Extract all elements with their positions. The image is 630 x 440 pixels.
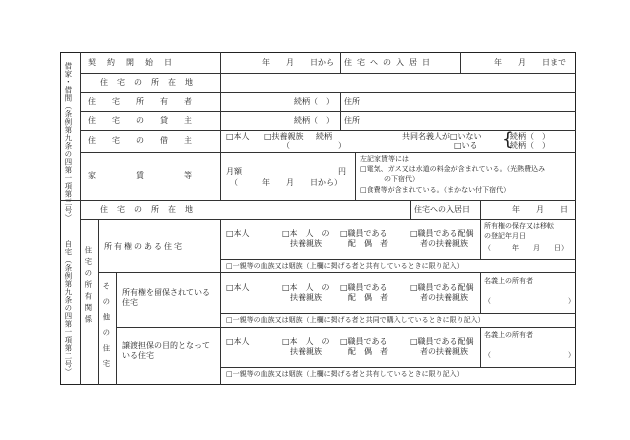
home-address-label: 住宅の所在地 [100, 205, 202, 214]
co-owner-yes-checkbox[interactable]: □いる [454, 141, 478, 150]
utilities-note: の下宿代） [384, 175, 419, 183]
cell-line [410, 200, 411, 219]
owned-spouse-checkbox[interactable]: □職員である [340, 229, 388, 238]
collateral-nominal-owner-label: 名義上の所有者 [484, 331, 533, 339]
row-line [80, 111, 576, 112]
home-move-in-label: 住宅への入居日 [414, 205, 470, 214]
retained-self-checkbox[interactable]: □本人 [226, 283, 250, 292]
contract-start-label: 契約開始日 [88, 58, 183, 67]
cell-line [340, 92, 341, 130]
row-line [80, 152, 576, 153]
co-owner-relation-2[interactable]: 続柄（ ） [510, 141, 550, 150]
retained-spouse-dependent-text: 者の扶養親族 [420, 293, 468, 302]
collateral-dependent-text: 扶養親族 [290, 347, 322, 356]
cell-line [480, 219, 481, 259]
cell-line [460, 52, 461, 73]
co-owner-relation-1[interactable]: 続柄（ ） [510, 132, 550, 141]
collateral-dependent-checkbox[interactable]: □本 人 の [282, 337, 330, 346]
collateral-spouse-dependent-text: 者の扶養親族 [420, 347, 468, 356]
sub-row-line [220, 313, 576, 314]
lessee-relation-label: 続柄 [316, 132, 332, 141]
owned-relative-checkbox[interactable]: □一親等の血族又は姻族（上欄に掲げる者と共有しているときに限り記入） [226, 262, 464, 270]
move-in-label: 住宅への入居日 [344, 58, 435, 67]
monthly-label: 月額 [226, 167, 242, 176]
lessor-relation-field[interactable]: 続柄（ ） [294, 116, 334, 125]
owner-label: 住宅所有者 [88, 97, 208, 106]
registration-note-1: 所有権の保存又は移転 [484, 222, 554, 230]
row-line [80, 219, 576, 220]
ownership-label: 住宅の所有関係 [83, 246, 93, 327]
retained-spouse-checkbox[interactable]: □職員である [340, 283, 388, 292]
owner-address-label: 住所 [344, 97, 360, 106]
lessee-label: 住宅の借主 [88, 136, 208, 145]
collateral-house-label-1: 譲渡担保の目的となって [122, 341, 210, 350]
other-housing-label: その他の住宅 [101, 282, 111, 375]
owned-dependent-checkbox[interactable]: □本 人 の [282, 229, 330, 238]
cell-line [355, 152, 356, 200]
cell-line [480, 200, 481, 219]
collateral-spouse-text: 配 偶 者 [348, 347, 388, 356]
owned-spouse-text: 配 偶 者 [348, 239, 388, 248]
section1-title: 借家・借間（条例第九条の四第一項第三号） [63, 62, 73, 222]
cell-line [340, 52, 341, 73]
rent-date-field[interactable]: （ 年 月 日から） [230, 178, 342, 187]
nominal-owner-label: 名義上の所有者 [484, 277, 533, 285]
lessee-relation-field[interactable]: （ ） [282, 141, 346, 150]
utilities-checkbox[interactable]: □電気、ガス又は水道の料金が含まれている。（光熱費込み [360, 165, 546, 173]
address-label: 住宅の所在地 [100, 78, 202, 87]
collateral-spouse-dependent-checkbox[interactable]: □職員である配偶 [410, 337, 474, 346]
brace-icon: { [502, 129, 514, 150]
registration-note-2: の登記年月日 [484, 232, 526, 240]
cell-line [480, 272, 481, 313]
option-column-line [220, 219, 221, 385]
lessee-dependent-checkbox[interactable]: □扶養親族 [264, 132, 304, 141]
co-owner-none-checkbox[interactable]: 共同名義人が□いない [402, 132, 482, 141]
lessor-address-label: 住所 [344, 116, 360, 125]
meals-checkbox[interactable]: □食費等が含まれている。（まかない付下宿代） [360, 186, 511, 194]
owned-house-label: 所有権のある住宅 [104, 242, 184, 251]
retained-dependent-checkbox[interactable]: □本 人 の [282, 283, 330, 292]
lessor-label: 住宅の貸主 [88, 116, 208, 125]
sub-row-line [220, 259, 576, 260]
section2-title: 自宅（条例第九条の四第一項第二号） [63, 240, 73, 376]
retained-house-label-2: 住宅 [122, 298, 138, 307]
row-line [98, 272, 576, 273]
sub-row-line [220, 367, 576, 368]
ownership-column-line [98, 219, 99, 385]
yen-label: 円 [338, 167, 346, 176]
rent-label: 家賃等 [88, 171, 232, 180]
retained-spouse-text: 配 偶 者 [348, 293, 388, 302]
row-line [116, 327, 576, 328]
row-line [80, 73, 576, 74]
retained-spouse-dependent-checkbox[interactable]: □職員である配偶 [410, 283, 474, 292]
retained-dependent-text: 扶養親族 [290, 293, 322, 302]
owned-spouse-dependent-checkbox[interactable]: □職員である配偶 [410, 229, 474, 238]
registration-date-field[interactable]: （ 年 月 日） [484, 244, 568, 252]
owned-spouse-dependent-text: 者の扶養親族 [420, 239, 468, 248]
owner-relation-field[interactable]: 続柄（ ） [294, 97, 334, 106]
rent-note-heading: 左記家賃等には [360, 155, 409, 163]
collateral-house-label-2: いる住宅 [122, 351, 154, 360]
lessee-self-checkbox[interactable]: □本人 [226, 132, 250, 141]
retained-house-label-1: 所有権を留保されている [122, 288, 210, 297]
other-column-line [116, 272, 117, 385]
contract-start-field[interactable]: 年 月 日から [262, 58, 334, 67]
nominal-owner-field[interactable]: （ ） [484, 297, 575, 305]
retained-relative-checkbox[interactable]: □一親等の血族又は姻族（上欄に掲げる者と共同で購入しているときに限り記入） [226, 316, 485, 324]
collateral-spouse-checkbox[interactable]: □職員である [340, 337, 388, 346]
section-divider [60, 200, 576, 201]
owned-self-checkbox[interactable]: □本人 [226, 229, 250, 238]
collateral-nominal-owner-field[interactable]: （ ） [484, 351, 575, 359]
home-move-in-field[interactable]: 年 月 日 [512, 205, 568, 214]
owned-dependent-text: 扶養親族 [290, 239, 322, 248]
move-in-field[interactable]: 年 月 日まで [494, 58, 566, 67]
row-line [80, 92, 576, 93]
collateral-relative-checkbox[interactable]: □一親等の血族又は姻族（上欄に掲げる者と共有しているときに限り記入） [226, 370, 464, 378]
cell-line [480, 327, 481, 367]
collateral-self-checkbox[interactable]: □本人 [226, 337, 250, 346]
